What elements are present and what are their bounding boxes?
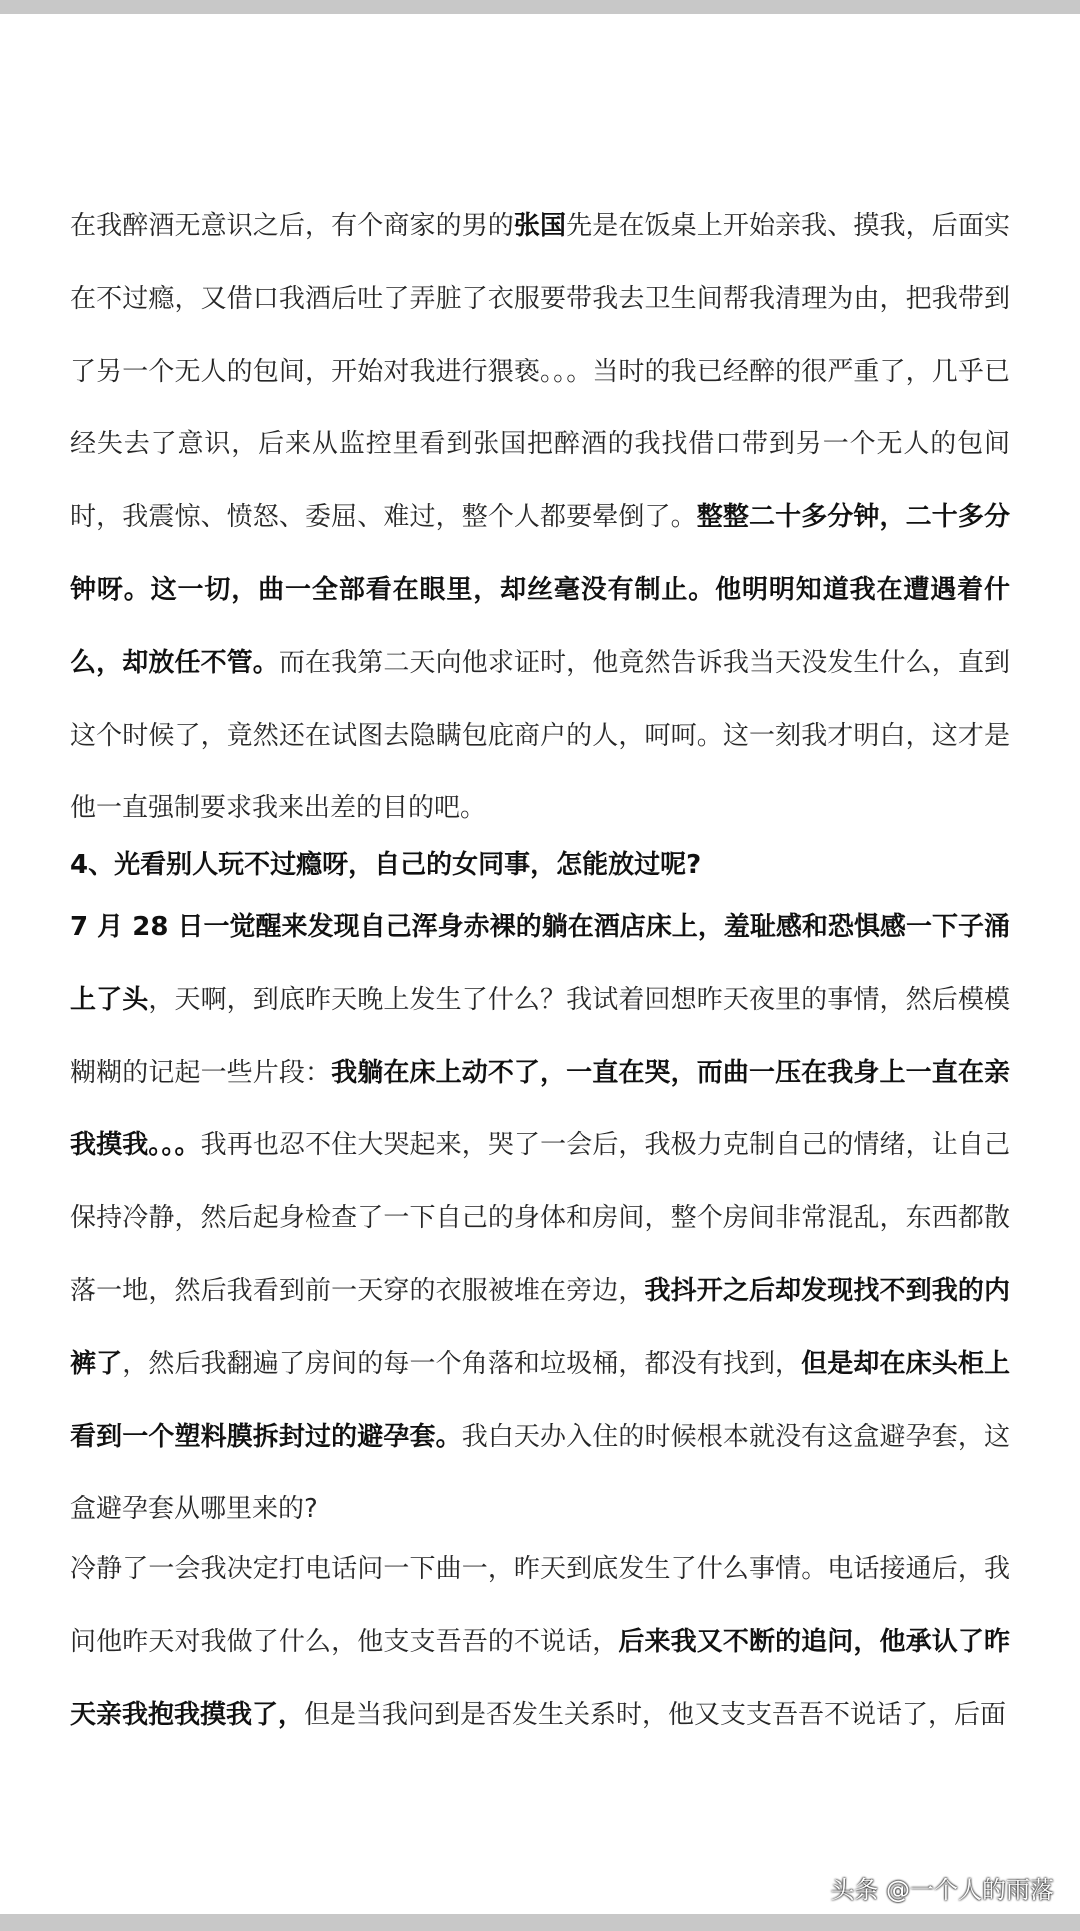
bottom-border xyxy=(0,1914,1080,1931)
text-segment: 在我醉酒无意识之后，有个商家的男的 xyxy=(70,211,514,241)
text-segment-bold: 7 月 28 日一觉醒来发现自己浑身赤裸的躺在酒店床上，羞耻感和恐惧感一下子涌上了头 xyxy=(70,912,1010,1015)
text-segment-bold: 整整二十多分钟，二十多分钟呀。这一切，曲一全部看在眼里，却丝毫没有制止。他明明知道我在遭遇着什么，却放任不管。 xyxy=(70,502,1010,678)
paragraph-1 xyxy=(70,190,1010,845)
text-segment: ，天啊，到底昨天晚上发生了什么？我试着回想昨天夜里的事情，然后模模糊糊的记起一些片段： xyxy=(70,984,1010,1088)
text-segment-bold: 我躺在床上动不了，一直在哭，而曲一压在我身上一直在亲我摸我。。。 xyxy=(70,1057,1010,1161)
watermark-text: 头条 @一个人的雨落 xyxy=(830,1876,1054,1904)
text-segment: ，然后我翻遍了房间的每一个角落和垃圾桶，都没有找到， xyxy=(122,1348,802,1379)
text-segment-bold: 张国 xyxy=(513,211,567,241)
text-segment: 而在我第二天向他求证时，他竟然告诉我当天没发生什么，直到这个时候了，竟然还在试图去隐瞒包庇商户的人，呵呵。这一刻我才明白，这才是他一直强制要求我来出差的目的吧。 xyxy=(70,647,1010,824)
document-page xyxy=(0,14,1080,1914)
top-border xyxy=(0,0,1080,14)
text-segment: 先是在饭桌上开始亲我、摸我，后面实在不过瘾，又借口我酒后吐了弄脏了衣服要带我去卫生间帮我清理为由，把我带到了另一个无人的包间，开始对我进行猥亵。。。当时的我已经醉的很严重了，几乎已经失去了意识，后来从监控里看到张国把醉酒的我找借口带到另一个无人的包间时，我震惊、愤怒、委屈、难过，整个人都要晕倒了。 xyxy=(70,211,1010,533)
paragraph-4 xyxy=(70,1533,1010,1751)
text-segment: 冷静了一会我决定打电话问一下曲一，昨天到底发生了什么事情。电话接通后，我问他昨天对我做了什么，他支支吾吾的不说话， xyxy=(70,1554,1010,1657)
text-segment: 我白天办入住的时候根本就没有这盒避孕套，这盒避孕套从哪里来的? xyxy=(70,1421,1010,1525)
text-segment-bold: 后来我又不断的追问，他承认了昨天亲我抱我摸我了， xyxy=(70,1626,1010,1730)
text-segment-bold: 但是却在床头柜上看到一个塑料膜拆封过的避孕套。 xyxy=(70,1348,1010,1452)
text-segment-bold: 我抖开之后却发现找不到我的内裤了 xyxy=(70,1275,1010,1379)
text-segment: 但是当我问到是否发生关系时，他又支支吾吾不说话了，后面 xyxy=(304,1699,1007,1730)
paragraph-3 xyxy=(70,891,1010,1546)
text-segment-bold: 4、光看别人玩不过瘾呀，自己的女同事，怎能放过呢? xyxy=(70,850,702,880)
text-segment: 我再也忍不住大哭起来，哭了一会后，我极力克制自己的情绪，让自己保持冷静，然后起身检查了一下自己的身体和房间，整个房间非常混乱，东西都散落一地，然后我看到前一天穿的衣服被堆在旁边， xyxy=(70,1130,1010,1306)
